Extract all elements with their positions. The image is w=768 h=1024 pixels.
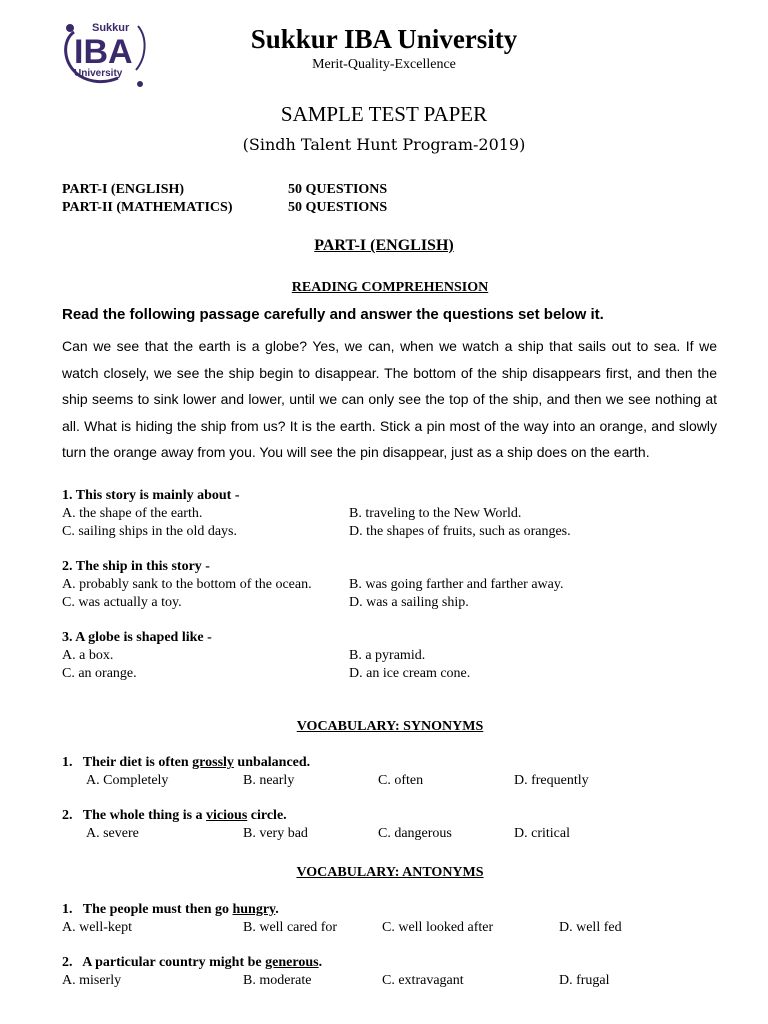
- question-block: [62, 807, 722, 843]
- part-row: [62, 199, 387, 217]
- part-count: 50 QUESTIONS: [288, 200, 388, 215]
- option-b: B. traveling to the New World.: [349, 506, 522, 521]
- reading-passage: Can we see that the earth is a globe? Yes, we can, when we watch a ship that sails out to sea. If we watch closely, we see the ship begin to disappear. The bottom of the ship disappears first, and then the ship seems to sink lower and lower, until we can only see the top of the ship, and then we see nothing at all. What is hiding the ship from us? It is the earth. Stick a pin most of the way into an orange, and slowly turn the orange away from you. You will see the pin disappear, just as a ship does on the earth.: [62, 338, 717, 461]
- logo-text-mid: IBA: [74, 33, 133, 71]
- part1-heading: PART-I (ENGLISH): [314, 237, 454, 254]
- option-a: A. probably sank to the bottom of the ocean.: [62, 577, 312, 592]
- target-word: grossly: [192, 755, 234, 770]
- question-block: [62, 901, 722, 937]
- antonyms-heading: VOCABULARY: ANTONYMS: [296, 865, 484, 880]
- part-label: PART-I (ENGLISH): [62, 182, 185, 197]
- logo-text-top: Sukkur: [92, 22, 130, 34]
- option-d: D. frequently: [514, 773, 589, 788]
- question-stem: 2. The whole thing is a vicious circle.: [62, 808, 287, 823]
- option-c: C. dangerous: [378, 826, 452, 841]
- option-d: D. an ice cream cone.: [349, 666, 471, 681]
- reading-instruction: Read the following passage carefully and answer the questions set below it.: [62, 306, 604, 323]
- question-block: [62, 754, 722, 790]
- part-count: 50 QUESTIONS: [288, 182, 388, 197]
- option-d: D. was a sailing ship.: [349, 595, 469, 610]
- option-c: C. extravagant: [382, 973, 464, 988]
- option-b: B. very bad: [243, 826, 308, 841]
- target-word: generous: [265, 955, 319, 970]
- question-stem: 2. A particular country might be generous.: [62, 955, 323, 970]
- option-d: D. critical: [514, 826, 570, 841]
- question-block: [62, 487, 722, 541]
- target-word: hungry: [232, 902, 276, 917]
- option-a: A. the shape of the earth.: [62, 506, 203, 521]
- option-b: B. moderate: [243, 973, 312, 988]
- question-stem: 3. A globe is shaped like -: [62, 630, 212, 645]
- option-c: C. an orange.: [62, 666, 137, 681]
- paper-title: SAMPLE TEST PAPER: [280, 102, 488, 126]
- option-b: B. nearly: [243, 773, 295, 788]
- question-stem: 1. This story is mainly about -: [62, 488, 240, 503]
- option-a: A. severe: [86, 826, 139, 841]
- option-a: A. well-kept: [62, 920, 132, 935]
- option-a: A. a box.: [62, 648, 114, 663]
- option-c: C. sailing ships in the old days.: [62, 524, 237, 539]
- option-d: D. well fed: [559, 920, 622, 935]
- university-name: Sukkur IBA University: [250, 24, 518, 54]
- part-row: [62, 181, 387, 199]
- question-block: [62, 629, 722, 683]
- target-word: vicious: [206, 808, 248, 823]
- parts-summary: [62, 181, 387, 217]
- logo-text-bottom: University: [74, 68, 123, 79]
- option-c: C. often: [378, 773, 424, 788]
- option-b: B. a pyramid.: [349, 648, 426, 663]
- option-a: A. Completely: [86, 773, 169, 788]
- question-stem: 1. The people must then go hungry.: [62, 902, 279, 917]
- option-d: D. the shapes of fruits, such as oranges.: [349, 524, 571, 539]
- option-c: C. well looked after: [382, 920, 494, 935]
- part-label: PART-II (MATHEMATICS): [62, 200, 233, 215]
- question-block: [62, 558, 722, 612]
- option-a: A. miserly: [62, 973, 122, 988]
- question-stem: 2. The ship in this story -: [62, 559, 210, 574]
- option-b: B. was going farther and farther away.: [349, 577, 564, 592]
- program-name: (Sindh Talent Hunt Program-2019): [242, 135, 526, 154]
- question-stem: 1. Their diet is often grossly unbalanced.: [62, 755, 311, 770]
- question-block: [62, 954, 722, 990]
- option-b: B. well cared for: [243, 920, 338, 935]
- reading-heading: READING COMPREHENSION: [291, 280, 489, 295]
- option-d: D. frugal: [559, 973, 610, 988]
- option-c: C. was actually a toy.: [62, 595, 182, 610]
- motto: Merit-Quality-Excellence: [312, 57, 456, 72]
- synonyms-heading: VOCABULARY: SYNONYMS: [296, 719, 484, 734]
